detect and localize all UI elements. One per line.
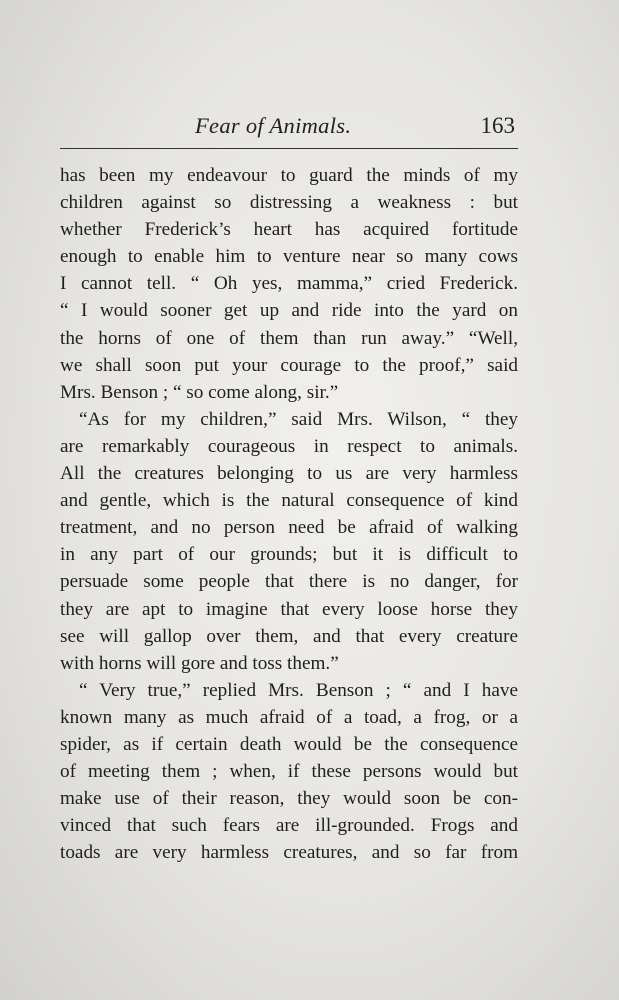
- text-line: has been my endeavour to guard the minds of my: [60, 165, 518, 186]
- page-header: [60, 113, 518, 147]
- text-line: “As for my children,” said Mrs. Wilson, “ they: [79, 408, 518, 430]
- text-line: and gentle, which is the natural consequence of kind: [60, 490, 518, 512]
- body-text: [60, 162, 518, 866]
- text-line: are remarkably courageous in respect to animals.: [60, 435, 518, 457]
- text-line: spider, as if certain death would be the consequence: [60, 733, 518, 755]
- text-line: make use of their reason, they would soon be con-: [60, 788, 518, 810]
- text-line: we shall soon put your courage to the proof,” said: [60, 354, 518, 376]
- text-line: in any part of our grounds; but it is difficult to: [60, 544, 518, 566]
- running-title: Fear of Animals.: [195, 113, 352, 138]
- text-line: I cannot tell. “ Oh yes, mamma,” cried Frederick.: [60, 273, 518, 295]
- text-line: with horns will gore and toss them.”: [60, 652, 339, 674]
- text-line: “ I would sooner get up and ride into the yard on: [60, 300, 518, 322]
- text-line: they are apt to imagine that every loose horse they: [60, 598, 518, 620]
- text-line: treatment, and no person need be afraid of walking: [60, 517, 518, 539]
- text-line: vinced that such fears are ill-grounded. Frogs and: [60, 815, 518, 837]
- text-line: see will gallop over them, and that every creature: [60, 625, 518, 647]
- text-line: whether Frederick’s heart has acquired fortitude: [60, 219, 518, 241]
- text-line: enough to enable him to venture near so many cows: [60, 246, 518, 268]
- text-line: of meeting them ; when, if these persons would but: [60, 761, 518, 783]
- text-line: children against so distressing a weakness : but: [60, 192, 518, 214]
- text-line: Mrs. Benson ; “ so come along, sir.”: [60, 381, 339, 403]
- text-line: known many as much afraid of a toad, a frog, or a: [60, 706, 518, 728]
- text-line: “ Very true,” replied Mrs. Benson ; “ and I have: [79, 679, 518, 701]
- page-number: 163: [480, 113, 515, 138]
- header-rule: [60, 148, 518, 149]
- text-line: persuade some people that there is no danger, for: [60, 571, 518, 593]
- text-line: toads are very harmless creatures, and so far from: [60, 842, 518, 864]
- text-line: All the creatures belonging to us are very harmless: [60, 463, 518, 485]
- text-line: the horns of one of them than run away.” “Well,: [60, 327, 518, 349]
